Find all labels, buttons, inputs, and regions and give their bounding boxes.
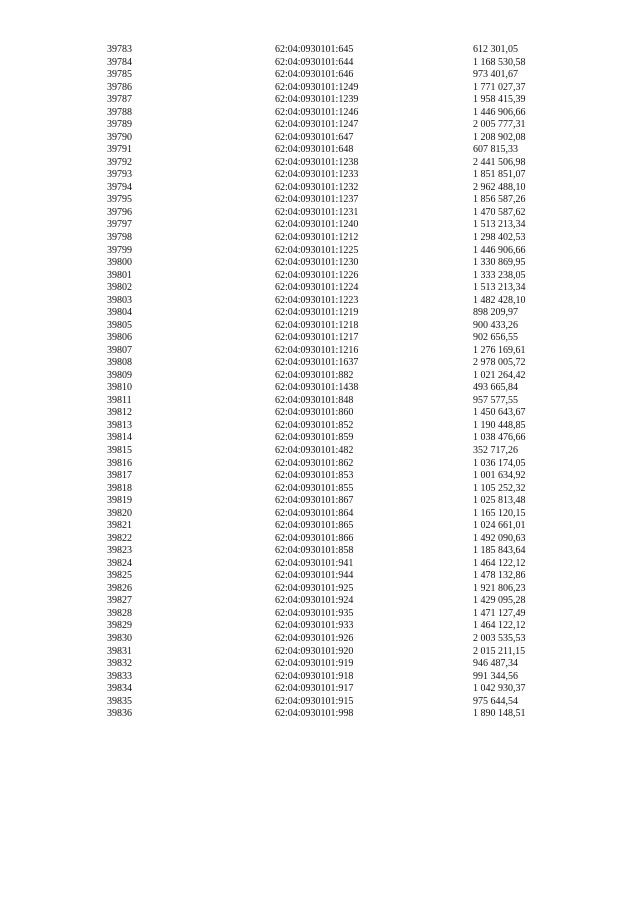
cadastral-number-cell: 62:04:0930101:1233	[275, 169, 359, 181]
cadastral-value-cell: 900 433,26	[473, 319, 518, 331]
row-number-cell: 39807	[107, 344, 132, 356]
row-number-cell: 39827	[107, 595, 132, 607]
row-number-cell: 39826	[107, 582, 132, 594]
row-number-cell: 39786	[107, 81, 132, 93]
row-number-cell: 39830	[107, 632, 132, 644]
cadastral-value-cell: 1 513 213,34	[473, 282, 526, 294]
row-number-cell: 39788	[107, 106, 132, 118]
table-row	[107, 395, 553, 408]
cadastral-number-cell: 62:04:0930101:1226	[275, 269, 359, 281]
table-row	[107, 420, 553, 433]
cadastral-value-cell: 493 665,84	[473, 382, 518, 394]
cadastral-value-cell: 1 429 095,28	[473, 595, 526, 607]
table-row	[107, 646, 553, 659]
cadastral-value-cell: 1 185 843,64	[473, 545, 526, 557]
row-number-cell: 39811	[107, 394, 132, 406]
cadastral-value-cell: 1 042 930,37	[473, 683, 526, 695]
row-number-cell: 39789	[107, 119, 132, 131]
cadastral-value-cell: 1 921 806,23	[473, 582, 526, 594]
cadastral-value-cell: 902 656,55	[473, 332, 518, 344]
cadastral-number-cell: 62:04:0930101:998	[275, 708, 354, 720]
cadastral-value-cell: 1 024 661,01	[473, 520, 526, 532]
cadastral-value-cell: 1 470 587,62	[473, 206, 526, 218]
table-row	[107, 295, 553, 308]
table-row	[107, 432, 553, 445]
table-row	[107, 495, 553, 508]
cadastral-number-cell: 62:04:0930101:867	[275, 495, 354, 507]
row-number-cell: 39793	[107, 169, 132, 181]
cadastral-value-cell: 2 003 535,53	[473, 632, 526, 644]
cadastral-value-cell: 1 276 169,61	[473, 344, 526, 356]
row-number-cell: 39806	[107, 332, 132, 344]
row-number-cell: 39809	[107, 369, 132, 381]
row-number-cell: 39790	[107, 131, 132, 143]
cadastral-number-cell: 62:04:0930101:860	[275, 407, 354, 419]
row-number-cell: 39804	[107, 307, 132, 319]
cadastral-value-cell: 946 487,34	[473, 658, 518, 670]
row-number-cell: 39795	[107, 194, 132, 206]
cadastral-number-cell: 62:04:0930101:1238	[275, 156, 359, 168]
table-row	[107, 207, 553, 220]
cadastral-number-cell: 62:04:0930101:852	[275, 419, 354, 431]
table-row	[107, 558, 553, 571]
table-row	[107, 194, 553, 207]
cadastral-number-cell: 62:04:0930101:1246	[275, 106, 359, 118]
cadastral-number-cell: 62:04:0930101:926	[275, 632, 354, 644]
cadastral-number-cell: 62:04:0930101:864	[275, 507, 354, 519]
table-row	[107, 119, 553, 132]
cadastral-value-cell: 1 446 906,66	[473, 244, 526, 256]
cadastral-number-cell: 62:04:0930101:918	[275, 670, 354, 682]
cadastral-number-cell: 62:04:0930101:920	[275, 645, 354, 657]
cadastral-number-cell: 62:04:0930101:855	[275, 482, 354, 494]
cadastral-value-cell: 1 464 122,12	[473, 557, 526, 569]
table-row	[107, 232, 553, 245]
table-row	[107, 570, 553, 583]
cadastral-number-cell: 62:04:0930101:1223	[275, 294, 359, 306]
table-row	[107, 595, 553, 608]
cadastral-value-cell: 1 450 643,67	[473, 407, 526, 419]
cadastral-value-cell: 1 208 902,08	[473, 131, 526, 143]
cadastral-number-cell: 62:04:0930101:1438	[275, 382, 359, 394]
cadastral-number-cell: 62:04:0930101:915	[275, 695, 354, 707]
row-number-cell: 39784	[107, 56, 132, 68]
cadastral-value-cell: 607 815,33	[473, 144, 518, 156]
table-row	[107, 407, 553, 420]
row-number-cell: 39818	[107, 482, 132, 494]
table-row	[107, 583, 553, 596]
row-number-cell: 39829	[107, 620, 132, 632]
table-row	[107, 382, 553, 395]
cadastral-value-cell: 1 038 476,66	[473, 432, 526, 444]
cadastral-number-cell: 62:04:0930101:924	[275, 595, 354, 607]
cadastral-number-cell: 62:04:0930101:944	[275, 570, 354, 582]
row-number-cell: 39798	[107, 231, 132, 243]
row-number-cell: 39799	[107, 244, 132, 256]
row-number-cell: 39800	[107, 257, 132, 269]
cadastral-number-cell: 62:04:0930101:862	[275, 457, 354, 469]
table-row	[107, 307, 553, 320]
table-row	[107, 182, 553, 195]
cadastral-value-cell: 1 168 530,58	[473, 56, 526, 68]
cadastral-value-cell: 2 005 777,31	[473, 119, 526, 131]
table-row	[107, 458, 553, 471]
row-number-cell: 39825	[107, 570, 132, 582]
cadastral-value-cell: 352 717,26	[473, 445, 518, 456]
table-row	[107, 708, 553, 721]
table-row	[107, 357, 553, 370]
row-number-cell: 39803	[107, 294, 132, 306]
table-row	[107, 445, 553, 458]
table-row	[107, 157, 553, 170]
cadastral-number-cell: 62:04:0930101:933	[275, 620, 354, 632]
row-number-cell: 39819	[107, 495, 132, 507]
table-row	[107, 270, 553, 283]
table-row	[107, 94, 553, 107]
cadastral-value-cell: 1 890 148,51	[473, 708, 526, 720]
row-number-cell: 39816	[107, 457, 132, 469]
table-row	[107, 470, 553, 483]
row-number-cell: 39783	[107, 44, 132, 55]
cadastral-value-cell: 1 482 428,10	[473, 294, 526, 306]
cadastral-number-cell: 62:04:0930101:1237	[275, 194, 359, 206]
cadastral-number-cell: 62:04:0930101:882	[275, 369, 354, 381]
row-number-cell: 39824	[107, 557, 132, 569]
cadastral-number-cell: 62:04:0930101:1230	[275, 257, 359, 269]
cadastral-value-cell: 1 190 448,85	[473, 419, 526, 431]
table-body	[107, 44, 553, 721]
cadastral-number-cell: 62:04:0930101:935	[275, 607, 354, 619]
cadastral-value-cell: 2 978 005,72	[473, 357, 526, 369]
table-row	[107, 696, 553, 709]
cadastral-number-cell: 62:04:0930101:1249	[275, 81, 359, 93]
cadastral-number-cell: 62:04:0930101:644	[275, 56, 354, 68]
cadastral-number-cell: 62:04:0930101:941	[275, 557, 354, 569]
cadastral-number-cell: 62:04:0930101:1239	[275, 94, 359, 106]
table-row	[107, 57, 553, 70]
cadastral-value-cell: 1 021 264,42	[473, 369, 526, 381]
table-row	[107, 44, 553, 57]
cadastral-value-cell: 1 446 906,66	[473, 106, 526, 118]
cadastral-value-cell: 991 344,56	[473, 670, 518, 682]
table-row	[107, 683, 553, 696]
cadastral-number-cell: 62:04:0930101:925	[275, 582, 354, 594]
cadastral-value-cell: 1 001 634,92	[473, 470, 526, 482]
cadastral-value-cell: 1 298 402,53	[473, 231, 526, 243]
row-number-cell: 39813	[107, 419, 132, 431]
table-row	[107, 370, 553, 383]
row-number-cell: 39835	[107, 695, 132, 707]
cadastral-value-cell: 2 441 506,98	[473, 156, 526, 168]
table-row	[107, 533, 553, 546]
table-row	[107, 620, 553, 633]
row-number-cell: 39814	[107, 432, 132, 444]
cadastral-value-cell: 1 330 869,95	[473, 257, 526, 269]
cadastral-value-cell: 1 105 252,32	[473, 482, 526, 494]
table-row	[107, 132, 553, 145]
cadastral-number-cell: 62:04:0930101:1225	[275, 244, 359, 256]
table-row	[107, 144, 553, 157]
row-number-cell: 39817	[107, 470, 132, 482]
table-row	[107, 608, 553, 621]
table-row	[107, 107, 553, 120]
table-row	[107, 545, 553, 558]
cadastral-value-table	[107, 44, 553, 721]
table-row	[107, 658, 553, 671]
cadastral-number-cell: 62:04:0930101:645	[275, 44, 354, 55]
table-row	[107, 320, 553, 333]
cadastral-number-cell: 62:04:0930101:1247	[275, 119, 359, 131]
cadastral-value-cell: 1 036 174,05	[473, 457, 526, 469]
cadastral-value-cell: 1 771 027,37	[473, 81, 526, 93]
row-number-cell: 39805	[107, 319, 132, 331]
table-row	[107, 245, 553, 258]
row-number-cell: 39794	[107, 181, 132, 193]
row-number-cell: 39834	[107, 683, 132, 695]
table-row	[107, 671, 553, 684]
cadastral-number-cell: 62:04:0930101:647	[275, 131, 354, 143]
cadastral-number-cell: 62:04:0930101:1212	[275, 231, 359, 243]
cadastral-number-cell: 62:04:0930101:917	[275, 683, 354, 695]
table-row	[107, 169, 553, 182]
row-number-cell: 39792	[107, 156, 132, 168]
cadastral-number-cell: 62:04:0930101:1637	[275, 357, 359, 369]
table-row	[107, 332, 553, 345]
cadastral-value-cell: 1 471 127,49	[473, 607, 526, 619]
cadastral-value-cell: 1 333 238,05	[473, 269, 526, 281]
cadastral-number-cell: 62:04:0930101:859	[275, 432, 354, 444]
cadastral-number-cell: 62:04:0930101:1217	[275, 332, 359, 344]
table-row	[107, 483, 553, 496]
cadastral-value-cell: 898 209,97	[473, 307, 518, 319]
cadastral-number-cell: 62:04:0930101:858	[275, 545, 354, 557]
cadastral-value-cell: 1 851 851,07	[473, 169, 526, 181]
row-number-cell: 39812	[107, 407, 132, 419]
row-number-cell: 39797	[107, 219, 132, 231]
cadastral-value-cell: 1 958 415,39	[473, 94, 526, 106]
row-number-cell: 39833	[107, 670, 132, 682]
cadastral-number-cell: 62:04:0930101:919	[275, 658, 354, 670]
row-number-cell: 39815	[107, 445, 132, 456]
cadastral-value-cell: 973 401,67	[473, 69, 518, 81]
cadastral-number-cell: 62:04:0930101:865	[275, 520, 354, 532]
row-number-cell: 39822	[107, 532, 132, 544]
row-number-cell: 39828	[107, 607, 132, 619]
cadastral-number-cell: 62:04:0930101:648	[275, 144, 354, 156]
row-number-cell: 39802	[107, 282, 132, 294]
table-row	[107, 69, 553, 82]
row-number-cell: 39796	[107, 206, 132, 218]
table-row	[107, 219, 553, 232]
table-row	[107, 282, 553, 295]
cadastral-number-cell: 62:04:0930101:1218	[275, 319, 359, 331]
row-number-cell: 39820	[107, 507, 132, 519]
cadastral-value-cell: 975 644,54	[473, 695, 518, 707]
cadastral-number-cell: 62:04:0930101:1231	[275, 206, 359, 218]
row-number-cell: 39821	[107, 520, 132, 532]
table-row	[107, 257, 553, 270]
cadastral-value-cell: 1 478 132,86	[473, 570, 526, 582]
cadastral-value-cell: 1 856 587,26	[473, 194, 526, 206]
table-row	[107, 520, 553, 533]
cadastral-number-cell: 62:04:0930101:853	[275, 470, 354, 482]
cadastral-number-cell: 62:04:0930101:1219	[275, 307, 359, 319]
cadastral-value-cell: 957 577,55	[473, 394, 518, 406]
cadastral-number-cell: 62:04:0930101:848	[275, 394, 354, 406]
cadastral-value-cell: 1 513 213,34	[473, 219, 526, 231]
row-number-cell: 39785	[107, 69, 132, 81]
cadastral-value-cell: 1 492 090,63	[473, 532, 526, 544]
row-number-cell: 39832	[107, 658, 132, 670]
table-row	[107, 633, 553, 646]
table-row	[107, 345, 553, 358]
cadastral-value-cell: 2 015 211,15	[473, 645, 526, 657]
row-number-cell: 39810	[107, 382, 132, 394]
cadastral-value-cell: 1 165 120,15	[473, 507, 526, 519]
cadastral-number-cell: 62:04:0930101:1224	[275, 282, 359, 294]
cadastral-value-cell: 1 025 813,48	[473, 495, 526, 507]
row-number-cell: 39808	[107, 357, 132, 369]
table-row	[107, 82, 553, 95]
cadastral-number-cell: 62:04:0930101:1216	[275, 344, 359, 356]
cadastral-number-cell: 62:04:0930101:1240	[275, 219, 359, 231]
table-row	[107, 508, 553, 521]
row-number-cell: 39787	[107, 94, 132, 106]
row-number-cell: 39836	[107, 708, 132, 720]
cadastral-value-cell: 1 464 122,12	[473, 620, 526, 632]
cadastral-number-cell: 62:04:0930101:1232	[275, 181, 359, 193]
row-number-cell: 39823	[107, 545, 132, 557]
row-number-cell: 39801	[107, 269, 132, 281]
cadastral-number-cell: 62:04:0930101:646	[275, 69, 354, 81]
row-number-cell: 39791	[107, 144, 132, 156]
cadastral-value-cell: 612 301,05	[473, 44, 518, 55]
cadastral-number-cell: 62:04:0930101:866	[275, 532, 354, 544]
cadastral-number-cell: 62:04:0930101:482	[275, 445, 354, 456]
row-number-cell: 39831	[107, 645, 132, 657]
cadastral-value-cell: 2 962 488,10	[473, 181, 526, 193]
